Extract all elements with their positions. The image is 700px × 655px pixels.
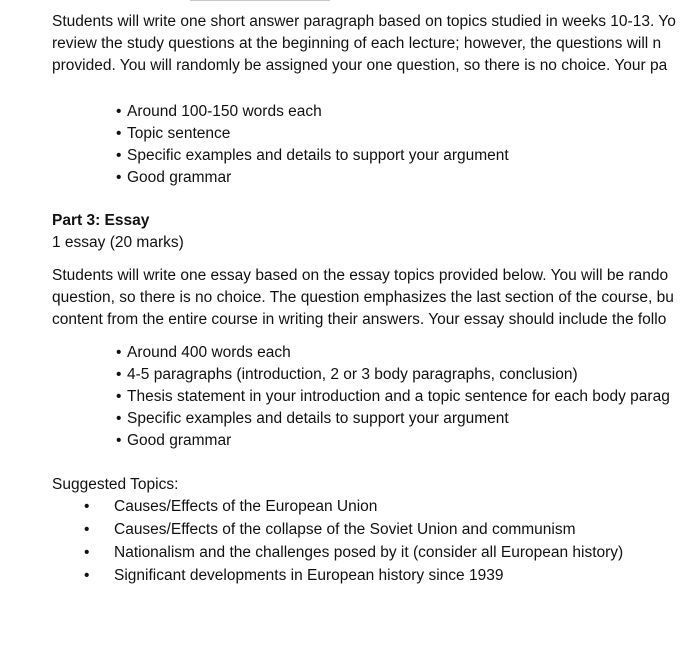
- bullet-icon: •: [116, 103, 122, 120]
- section-subheading: 1 essay (20 marks): [52, 234, 184, 251]
- list-item: • Thesis statement in your introduction and a topic sentence for each body parag: [116, 386, 700, 408]
- part2-requirements-list: [116, 101, 700, 189]
- bullet-icon: •: [116, 147, 122, 164]
- list-item: • Around 100-150 words each: [116, 101, 700, 123]
- part3-paragraph: [52, 265, 700, 331]
- part3-line: question, so there is no choice. The question emphasizes the last section of the course, bu: [52, 289, 674, 306]
- list-item: • 4-5 paragraphs (introduction, 2 or 3 body paragraphs, conclusion): [116, 364, 700, 386]
- list-item: • Specific examples and details to support your argument: [116, 408, 700, 430]
- intro-paragraph: [52, 11, 700, 77]
- bullet-icon: •: [84, 521, 90, 538]
- bullet-icon: •: [116, 125, 122, 142]
- list-item: • Causes/Effects of the European Union: [84, 496, 700, 519]
- suggested-topics-label-wrap: [52, 474, 700, 496]
- bullet-icon: •: [116, 432, 122, 449]
- intro-line: Students will write one short answer paragraph based on topics studied in weeks 10-13. Yo: [52, 13, 676, 30]
- suggested-topics-list: [84, 496, 700, 588]
- list-item: • Around 400 words each: [116, 342, 700, 364]
- section-heading: Part 3: Essay: [52, 212, 150, 229]
- list-item: • Good grammar: [116, 430, 700, 452]
- bullet-icon: •: [116, 169, 122, 186]
- bullet-icon: •: [116, 388, 122, 405]
- part3-line: Students will write one essay based on the essay topics provided below. You will be rando: [52, 267, 669, 284]
- bullet-icon: •: [116, 366, 122, 383]
- list-item: • Specific examples and details to support your argument: [116, 145, 700, 167]
- list-item: • Nationalism and the challenges posed by it (consider all European history): [84, 542, 700, 565]
- bullet-icon: •: [116, 410, 122, 427]
- bullet-icon: •: [84, 544, 90, 561]
- suggested-topics-label: Suggested Topics:: [52, 476, 179, 493]
- list-item: • Causes/Effects of the collapse of the Soviet Union and communism: [84, 519, 700, 542]
- list-item: • Topic sentence: [116, 123, 700, 145]
- intro-line: review the study questions at the beginning of each lecture; however, the questions will n: [52, 35, 662, 52]
- part3-requirements-list: [116, 342, 700, 452]
- bullet-icon: •: [84, 567, 90, 584]
- bullet-icon: •: [116, 344, 122, 361]
- part3-line: content from the entire course in writing their answers. Your essay should include the follo: [52, 311, 667, 328]
- list-item: • Good grammar: [116, 167, 700, 189]
- list-item: • Significant developments in European history since 1939: [84, 565, 700, 588]
- intro-line: provided. You will randomly be assigned your one question, so there is no choice. Your pa: [52, 57, 668, 74]
- part3-header: [52, 210, 700, 254]
- bullet-icon: •: [84, 498, 90, 515]
- top-divider: [190, 0, 330, 1]
